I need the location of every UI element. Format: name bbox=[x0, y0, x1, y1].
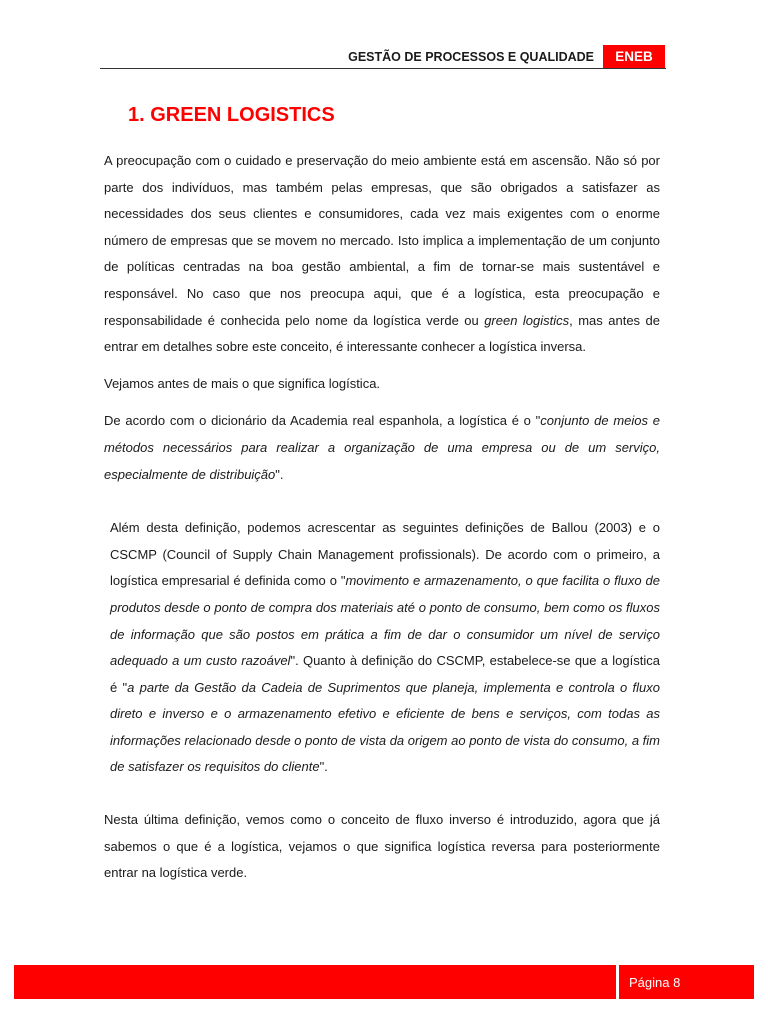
section-heading: 1. GREEN LOGISTICS bbox=[128, 104, 335, 126]
paragraph-dictionary-quote: conjunto de meios e métodos necessários para realizar a organização de uma empresa ou de um serviço, especialmente de distribuição bbox=[104, 413, 660, 482]
footer-bar bbox=[14, 965, 616, 999]
body-content bbox=[104, 148, 660, 887]
paragraph-logistics-question: Vejamos antes de mais o que significa logística. bbox=[104, 375, 381, 391]
paragraph-cscmp-quote: a parte da Gestão da Cadeia de Suprimentos que planeja, implementa e controla o fluxo direto e inverso e o armazenamento efetivo e eficiente de bens e serviços, com todas as informações relacionado desde o ponto de vista da origem ao ponto de vista do consumo, a fim de satisfazer os requisitos do cliente bbox=[110, 679, 660, 775]
paragraph-intro bbox=[104, 148, 660, 361]
paragraph-dictionary-text-2: ". bbox=[275, 466, 284, 482]
paragraph-ballou-quote: movimento e armazenamento, o que facilita o fluxo de produtos desde o ponto de compra dos materiais até o ponto de consumo, bem como os fluxos de informação que são postos em prática a fim de dar o consumidor um nível de serviço adequado a um custo razoável bbox=[110, 573, 660, 669]
paragraph-ballou-cscmp bbox=[104, 515, 660, 781]
paragraph-ballou-text-1: Além desta definição, podemos acrescentar as seguintes definições de Ballou (2003) e o CSCMP (Council of Supply Chain Management profissionals). De acordo com o primeiro, a logística empresarial é definida como o " bbox=[110, 520, 660, 589]
paragraph-dictionary-definition bbox=[104, 408, 660, 488]
paragraph-intro-emphasis: green logistics bbox=[484, 312, 570, 328]
header-divider bbox=[100, 68, 666, 69]
paragraph-intro-text-1: A preocupação com o cuidado e preservação do meio ambiente está em ascensão. Não só por parte dos indivíduos, mas também pelas empresas, que são obrigados a satisfazer as necessidades dos seus clientes e consumidores, cada vez mais exigentes com o enorme número de empresas que se movem no mercado. Isto implica a implementação de um conjunto de políticas centradas na boa gestão ambiental, a fim de tornar-se mais sustentável e responsável. No caso que nos preocupa aqui, que é a logística, esta preocupação e responsabilidade é conhecida pelo nome da logística verde ou bbox=[104, 153, 660, 328]
paragraph-intro-text-2: , mas antes de entrar em detalhes sobre este conceito, é interessante conhecer a logística inversa. bbox=[104, 312, 660, 355]
paragraph-ballou-text-3: ". bbox=[319, 759, 328, 775]
paragraph-dictionary-text-1: De acordo com o dicionário da Academia real espanhola, a logística é o " bbox=[104, 413, 541, 429]
paragraph-reverse-logistics: Nesta última definição, vemos como o conceito de fluxo inverso é introduzido, agora que já sabemos o que é a logística, vejamos o que significa logística reversa para posteriormente entrar na logística verde. bbox=[104, 812, 660, 881]
footer-page-number bbox=[619, 965, 754, 999]
paragraph-ballou-text-2: ". Quanto à definição do CSCMP, estabelece-se que a logística é " bbox=[110, 653, 660, 695]
running-header-title: GESTÃO DE PROCESSOS E QUALIDADE bbox=[348, 50, 594, 64]
page-number-label: Página 8 bbox=[629, 974, 681, 990]
eneb-logo-badge: ENEB bbox=[603, 45, 665, 68]
